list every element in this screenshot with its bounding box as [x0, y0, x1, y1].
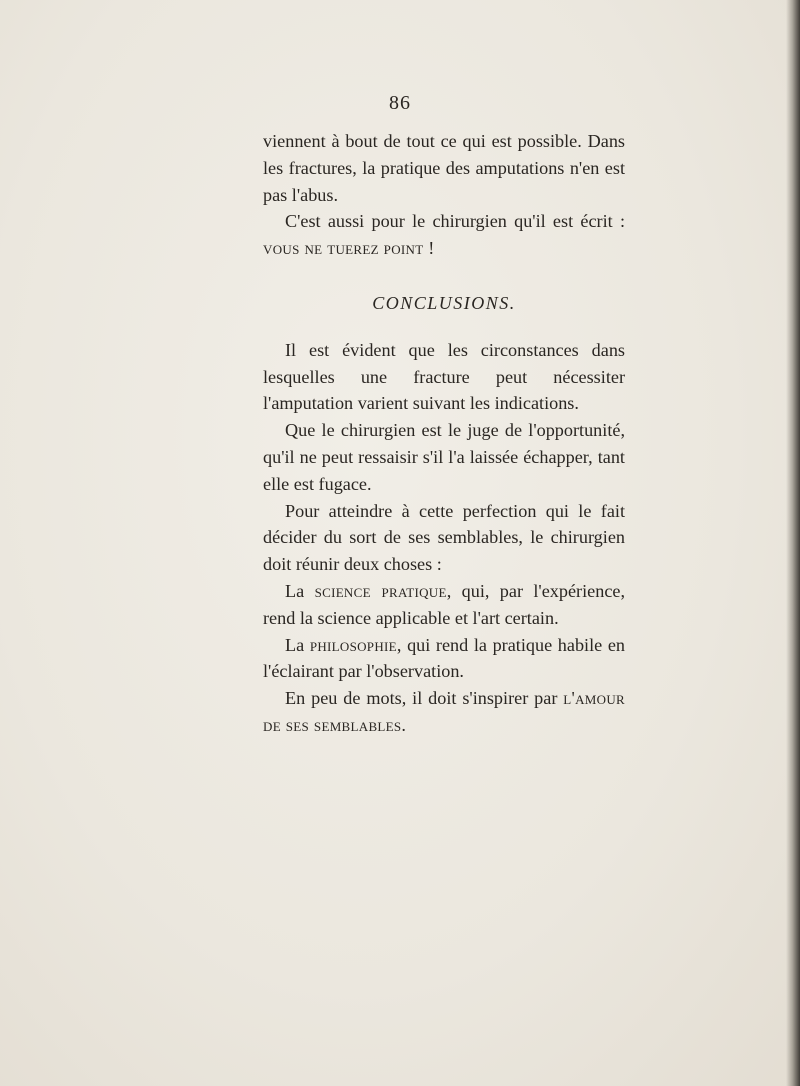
science-term: science pratique — [314, 580, 447, 601]
science-post: , qui, par l'expérience, rend la science applicable et l'art certain. — [263, 580, 626, 628]
philosophie-term: philosophie — [309, 634, 397, 655]
closing-pre: En peu de mots, il doit s'inspirer par — [285, 688, 558, 709]
paragraph-conclusion-2: Que le chirurgien est le juge de l'opportunité, qu'il ne peut ressaisir s'il l'a laissée échapper, tant elle est fugace. — [263, 420, 625, 494]
page-number: 86 — [389, 92, 411, 114]
section-heading: CONCLUSIONS. — [372, 292, 516, 313]
paragraph-maxim — [263, 208, 625, 262]
maxim-quote: vous ne tuerez point ! — [263, 238, 435, 259]
philosophie-post: , qui rend la pratique habile en l'éclairant par l'observation. — [263, 634, 625, 682]
paragraph-conclusion-3: Pour atteindre à cette perfection qui le fait décider du sort de ses semblables, le chirurgien doit réunir deux choses : — [263, 500, 625, 575]
page-body — [263, 128, 625, 739]
paragraph-conclusion-1: Il est évident que les circonstances dans lesquelles une fracture peut nécessiter l'amputation varient suivant les indications. — [263, 339, 625, 414]
maxim-lead: C'est aussi pour le chirurgien qu'il est écrit : — [285, 211, 625, 232]
closing-term: l'amour de ses semblables. — [263, 688, 625, 735]
page-edge-shadow — [786, 0, 800, 1086]
paragraph-philosophie — [263, 632, 625, 686]
philosophie-pre: La — [285, 634, 305, 655]
paragraph-fractures: viennent à bout de tout ce qui est possible. Dans les fractures, la pratique des amputations n'en est pas l'abus. — [263, 131, 625, 205]
science-pre: La — [285, 580, 305, 601]
paragraph-science — [263, 578, 625, 632]
paragraph-closing — [263, 685, 625, 739]
